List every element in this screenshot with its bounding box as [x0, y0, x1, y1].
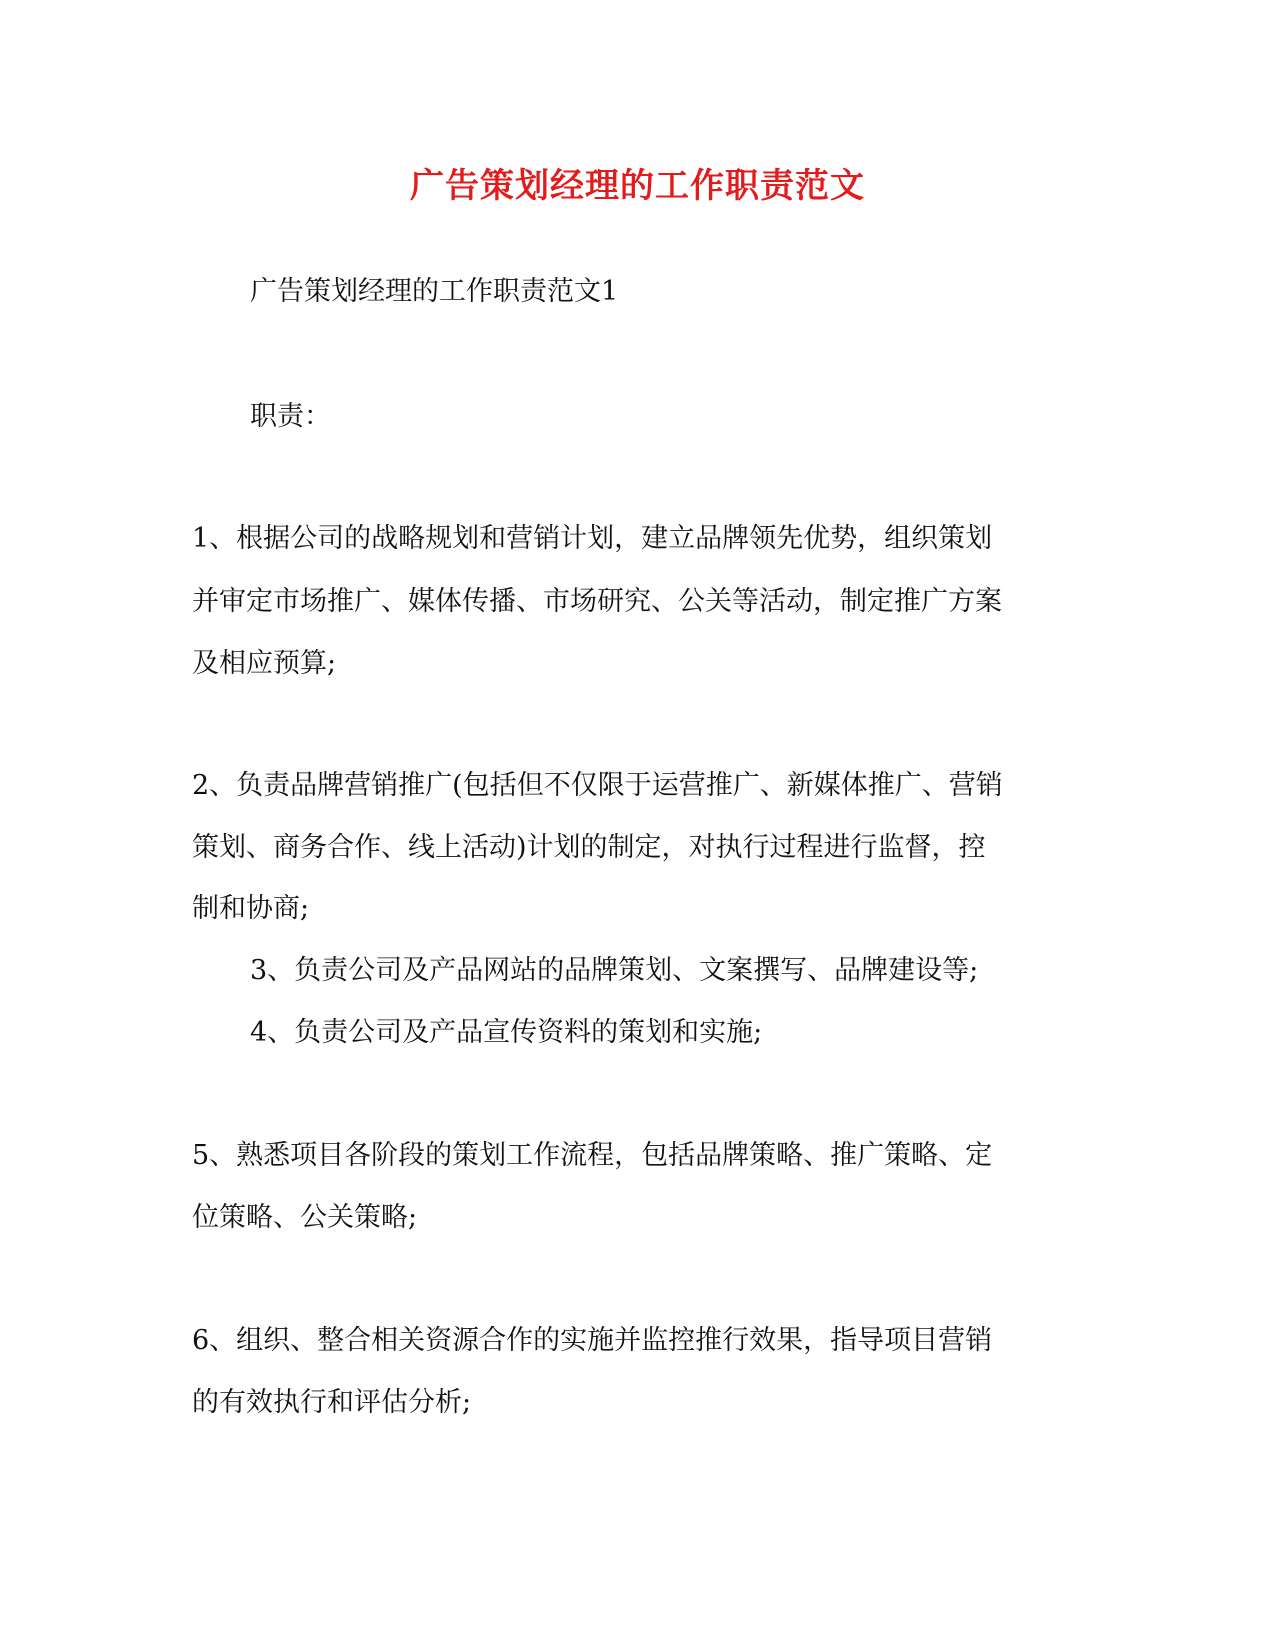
- item-1-line-1: 1、根据公司的战略规划和营销计划，建立品牌领先优势，组织策划: [192, 523, 993, 554]
- item-6-line-2: 的有效执行和评估分析;: [192, 1387, 472, 1418]
- section-label: 职责：: [250, 401, 331, 432]
- item-4-line-1: 4、负责公司及产品宣传资料的策划和实施;: [250, 1017, 763, 1048]
- item-3-line-1: 3、负责公司及产品网站的品牌策划、文案撰写、品牌建设等;: [250, 955, 979, 986]
- item-2-line-1: 2、负责品牌营销推广(包括但不仅限于运营推广、新媒体推广、营销: [192, 770, 1003, 801]
- document-title: 广告策划经理的工作职责范文: [410, 166, 865, 206]
- item-1-line-2: 并审定市场推广、媒体传播、市场研究、公关等活动，制定推广方案: [192, 586, 1002, 617]
- item-2-line-2: 策划、商务合作、线上活动)计划的制定，对执行过程进行监督，控: [192, 832, 986, 863]
- item-5-line-1: 5、熟悉项目各阶段的策划工作流程，包括品牌策略、推广策略、定: [192, 1140, 993, 1171]
- document-subtitle: 广告策划经理的工作职责范文1: [250, 276, 619, 307]
- item-1-line-3: 及相应预算;: [192, 648, 337, 679]
- item-2-line-3: 制和协商;: [192, 893, 310, 924]
- item-6-line-1: 6、组织、整合相关资源合作的实施并监控推行效果，指导项目营销: [192, 1325, 993, 1356]
- item-5-line-2: 位策略、公关策略;: [192, 1202, 418, 1233]
